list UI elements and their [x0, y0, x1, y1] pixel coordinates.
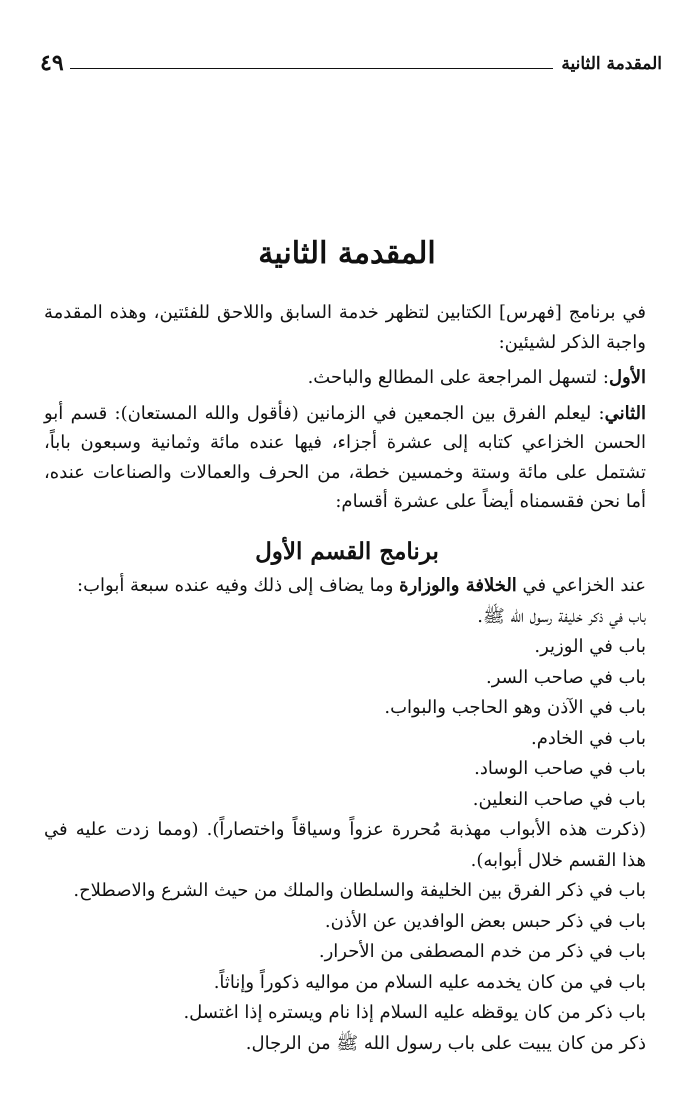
section-intro-before: عند الخزاعي في — [516, 575, 646, 596]
chapter-title: المقدمة الثانية — [258, 236, 436, 271]
running-header-title: المقدمة الثانية — [561, 54, 662, 74]
list-item: باب في صاحب الوساد. — [474, 758, 646, 779]
first-reason-label: الأول — [608, 367, 646, 388]
list-item: باب في الخادم. — [531, 727, 646, 749]
section-intro — [44, 571, 668, 602]
section-intro-bold: الخلافة والوزارة — [399, 575, 517, 596]
list-item: باب في صاحب النعلين. — [472, 788, 646, 810]
header-rule — [70, 68, 554, 69]
intro-paragraph: في برنامج [فهرس] الكتابين لتظهر خدمة السابق واللاحق للفئتين، وهذه المقدمة واجبة الذكر لشيئين: — [44, 302, 646, 353]
section-content — [44, 571, 668, 1059]
first-reason-text: : لتسهل المراجعة على المطالع والباحث. — [307, 367, 609, 388]
list-item: باب ذكر من كان يوقظه عليه السلام إذا نام ويستره إذا اغتسل. — [183, 1002, 646, 1023]
second-reason-label: الثاني — [604, 402, 646, 424]
list-item: باب في ذكر حبس بعض الوافدين عن الأذن. — [324, 910, 646, 932]
running-header — [40, 48, 662, 74]
list-item: باب في ذكر من خدم المصطفى من الأحرار. — [318, 941, 646, 962]
section-heading: برنامج القسم الأول — [255, 538, 439, 565]
list-item: باب في ذكر الفرق بين الخليفة والسلطان والملك من حيث الشرع والاصطلاح. — [73, 880, 646, 901]
section-intro-after: وما يضاف إلى ذلك وفيه عنده سبعة أبواب: — [77, 575, 400, 596]
editor-note: (ذكرت هذه الأبواب مهذبة مُحررة عزواً وسياقاً واختصاراً). (ومما زدت عليه في هذا القسم خلال أبوابه). — [44, 819, 646, 871]
second-reason — [44, 399, 668, 517]
second-reason-text: : ليعلم الفرق بين الجمعين في الزمانين (فأقول والله المستعان): قسم أبو الحسن الخزاعي كتابه إلى عشرة أجزاء، فيها عنده مائة وثمانية وسبعون باباً، تشتمل على مائة وستة وخمسين خطة، من الحرف والعمالات والصناعات عنده، أما نحن فقسمناه أيضاً على عشرة أقسام: — [44, 402, 646, 512]
list-item: باب في الآذن وهو الحاجب والبواب. — [384, 697, 646, 718]
list-item: باب في الوزير. — [534, 636, 646, 657]
list-item: باب في صاحب السر. — [486, 666, 646, 688]
first-reason — [44, 363, 668, 393]
list-item: ذكر من كان يبيت على باب رسول الله ﷺ من الرجال. — [245, 1032, 646, 1054]
list-item: باب في من كان يخدمه عليه السلام من مواليه ذكوراً وإناثاً. — [213, 971, 646, 993]
list-item: باب في ذكر خليفة رسول الله ﷺ. — [477, 605, 646, 627]
intro-text — [44, 298, 668, 517]
page-number: ٤٩ — [40, 50, 64, 76]
